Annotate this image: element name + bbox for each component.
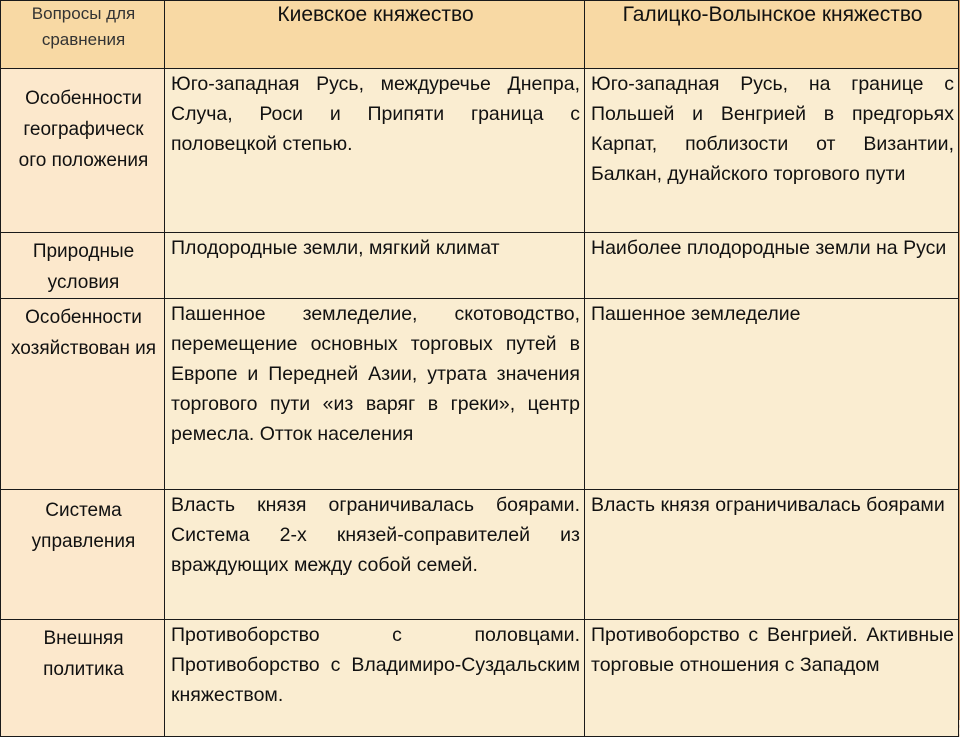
header-kiev: Киевское княжество xyxy=(165,1,585,69)
row-question-foreign-policy: Внешняя политика xyxy=(1,620,165,737)
table-row xyxy=(1,233,959,299)
table-row xyxy=(1,620,959,737)
kiev-cell-nature: Плодородные земли, мягкий климат xyxy=(165,233,585,299)
galicia-cell-nature: Наиболее плодородные земли на Руси xyxy=(585,233,959,299)
kiev-cell-geography: Юго-западная Русь, междуречье Днепра, Случа, Роси и Припяти граница с половецкой степью. xyxy=(165,69,585,233)
table-row xyxy=(1,490,959,620)
galicia-cell-economy: Пашенное земледелие xyxy=(585,299,959,490)
header-row xyxy=(1,1,959,69)
row-question-geography: Особенности географическ ого положения xyxy=(1,69,165,233)
row-question-government: Система управления xyxy=(1,490,165,620)
header-criteria: Вопросы для сравнения xyxy=(1,1,165,69)
row-question-nature: Природные условия xyxy=(1,233,165,299)
galicia-cell-foreign-policy: Противоборство с Венгрией. Активные торговые отношения с Западом xyxy=(585,620,959,737)
table-row xyxy=(1,69,959,233)
galicia-cell-government: Власть князя ограничивалась боярами xyxy=(585,490,959,620)
header-galicia: Галицко-Волынское княжество xyxy=(585,1,959,69)
kiev-cell-government: Власть князя ограничивалась боярами. Система 2-х князей-соправителей из враждующих между собой семей. xyxy=(165,490,585,620)
kiev-cell-foreign-policy: Противоборство с половцами. Противоборство с Владимиро-Суздальским княжеством. xyxy=(165,620,585,737)
kiev-cell-economy: Пашенное земледелие, скотоводство, перемещение основных торговых путей в Европе и Передней Азии, утрата значения торгового пути «из варяг в греки», центр ремесла. Отток населения xyxy=(165,299,585,490)
row-question-economy: Особенности хозяйствован ия xyxy=(1,299,165,490)
galicia-cell-geography: Юго-западная Русь, на границе с Польшей и Венгрией в предгорьях Карпат, поблизости от Византии, Балкан, дунайского торгового пути xyxy=(585,69,959,233)
table-row xyxy=(1,299,959,490)
